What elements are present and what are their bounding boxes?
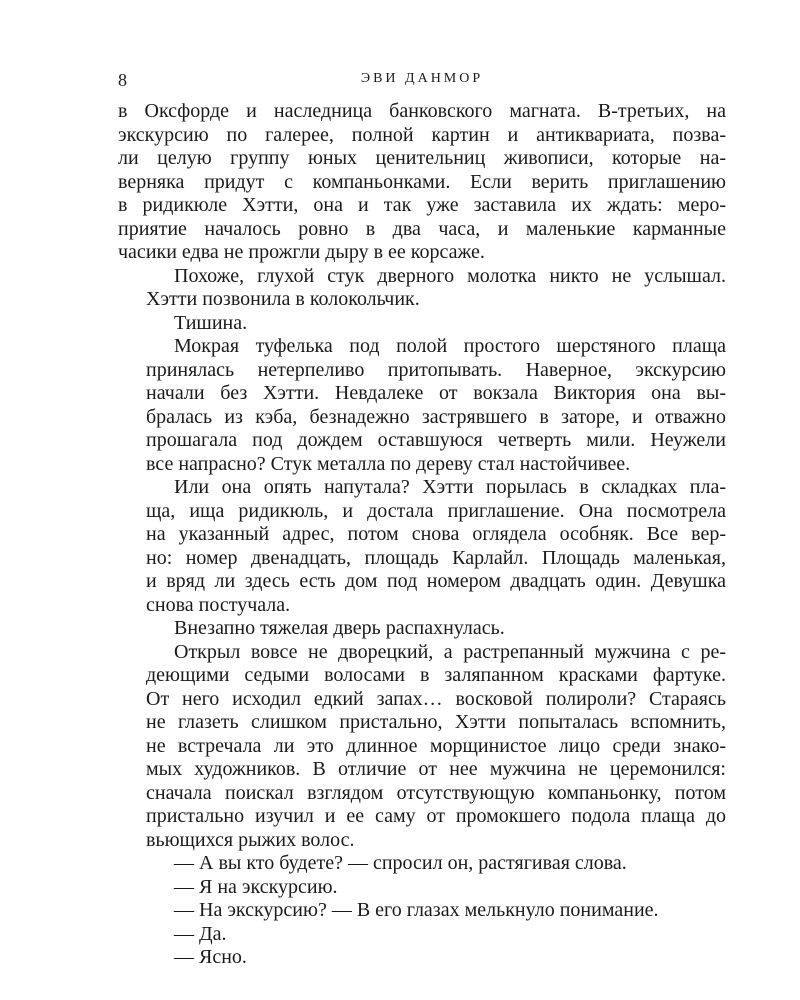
paragraph — [118, 265, 726, 312]
text-line: не глазеть слишком пристально, Хэтти попыталась вспомнить, — [146, 711, 726, 733]
paragraph — [118, 641, 726, 853]
paragraph — [118, 923, 726, 947]
text-line: — Я на экскурсию. — [174, 875, 338, 898]
paragraph — [118, 899, 726, 923]
paragraph — [118, 946, 726, 970]
paragraph — [118, 852, 726, 876]
text-line: — Ясно. — [174, 946, 247, 968]
text-line: в Оксфорде и наследница банковского магната. В-третьих, на — [118, 100, 726, 122]
text-line: прошагала под дождем оставшуюся четверть мили. Неужели — [146, 429, 726, 451]
paragraph — [118, 335, 726, 476]
paragraph — [118, 876, 726, 900]
text-line: все напрасно? Стук металла по дереву стал настойчивее. — [146, 452, 631, 475]
running-title-author: ЭВИ ДАНМОР — [360, 71, 484, 86]
text-line: экскурсию по галерее, полной картин и антиквариата, позва- — [118, 123, 726, 146]
running-head — [118, 66, 726, 92]
text-line: не встречала ли это длинное морщинистое лицо среди знако- — [146, 734, 726, 757]
text-line: снова постучала. — [146, 593, 291, 616]
text-line: приятие началось ровно в два часа, и маленькие карманные — [118, 217, 726, 240]
paragraph — [118, 100, 726, 265]
paragraph — [118, 476, 726, 617]
text-line: деющими седыми волосами в заляпанном красками фартуке. — [146, 664, 726, 686]
text-line: и вряд ли здесь есть дом под номером двадцать один. Девушка — [146, 570, 726, 592]
text-line: Тишина. — [174, 311, 248, 334]
book-page — [118, 66, 726, 970]
text-line: начали без Хэтти. Невдалеке от вокзала Виктория она вы- — [146, 382, 726, 404]
text-line: принялась нетерпеливо притопывать. Наверное, экскурсию — [146, 358, 726, 381]
text-line: Или она опять напутала? Хэтти порылась в складках пла- — [174, 476, 726, 498]
paragraph — [118, 312, 726, 336]
text-line: — А вы кто будете? — спросил он, растягивая слова. — [174, 852, 627, 874]
text-line: От него исходил едкий запах… восковой полироли? Стараясь — [146, 687, 726, 710]
body-text — [118, 100, 726, 970]
text-line: Открыл вовсе не дворецкий, а растрепанный мужчина с ре- — [174, 640, 726, 663]
paragraph — [118, 617, 726, 641]
text-line: бралась из кэба, безнадежно застрявшего в заторе, и отважно — [146, 405, 726, 428]
text-line: — На экскурсию? — В его глазах мелькнуло понимание. — [174, 899, 659, 921]
text-line: Внезапно тяжелая дверь распахнулась. — [174, 617, 505, 639]
text-line: часики едва не прожгли дыру в ее корсаже. — [118, 241, 485, 263]
text-line: сначала поискал взглядом отсутствующую компаньонку, потом — [146, 781, 726, 804]
page-number: 8 — [118, 70, 127, 90]
text-line: но: номер двенадцать, площадь Карлайл. Площадь маленькая, — [146, 546, 726, 569]
text-line: Мокрая туфелька под полой простого шерстяного плаща — [174, 335, 726, 357]
text-line: мых художников. В отличие от нее мужчина не церемонился: — [146, 758, 726, 780]
text-line: на указанный адрес, потом снова оглядела особняк. Все вер- — [146, 523, 726, 545]
text-line: в ридикюле Хэтти, она и так уже заставила их ждать: меро- — [118, 194, 726, 216]
text-line: Хэтти позвонила в колокольчик. — [146, 288, 420, 310]
text-line: верняка придут с компаньонками. Если верить приглашению — [118, 170, 726, 193]
text-line: ли целую группу юных ценительниц живописи, которые на- — [118, 147, 726, 169]
text-line: — Да. — [174, 922, 227, 945]
text-line: Похоже, глухой стук дверного молотка никто не услышал. — [174, 264, 726, 287]
text-line: ща, ища ридикюль, и достала приглашение. Она посмотрела — [146, 499, 726, 522]
text-line: вьющихся рыжих волос. — [146, 828, 355, 851]
text-line: пристально изучил и ее саму от промокшего подола плаща до — [146, 805, 726, 827]
